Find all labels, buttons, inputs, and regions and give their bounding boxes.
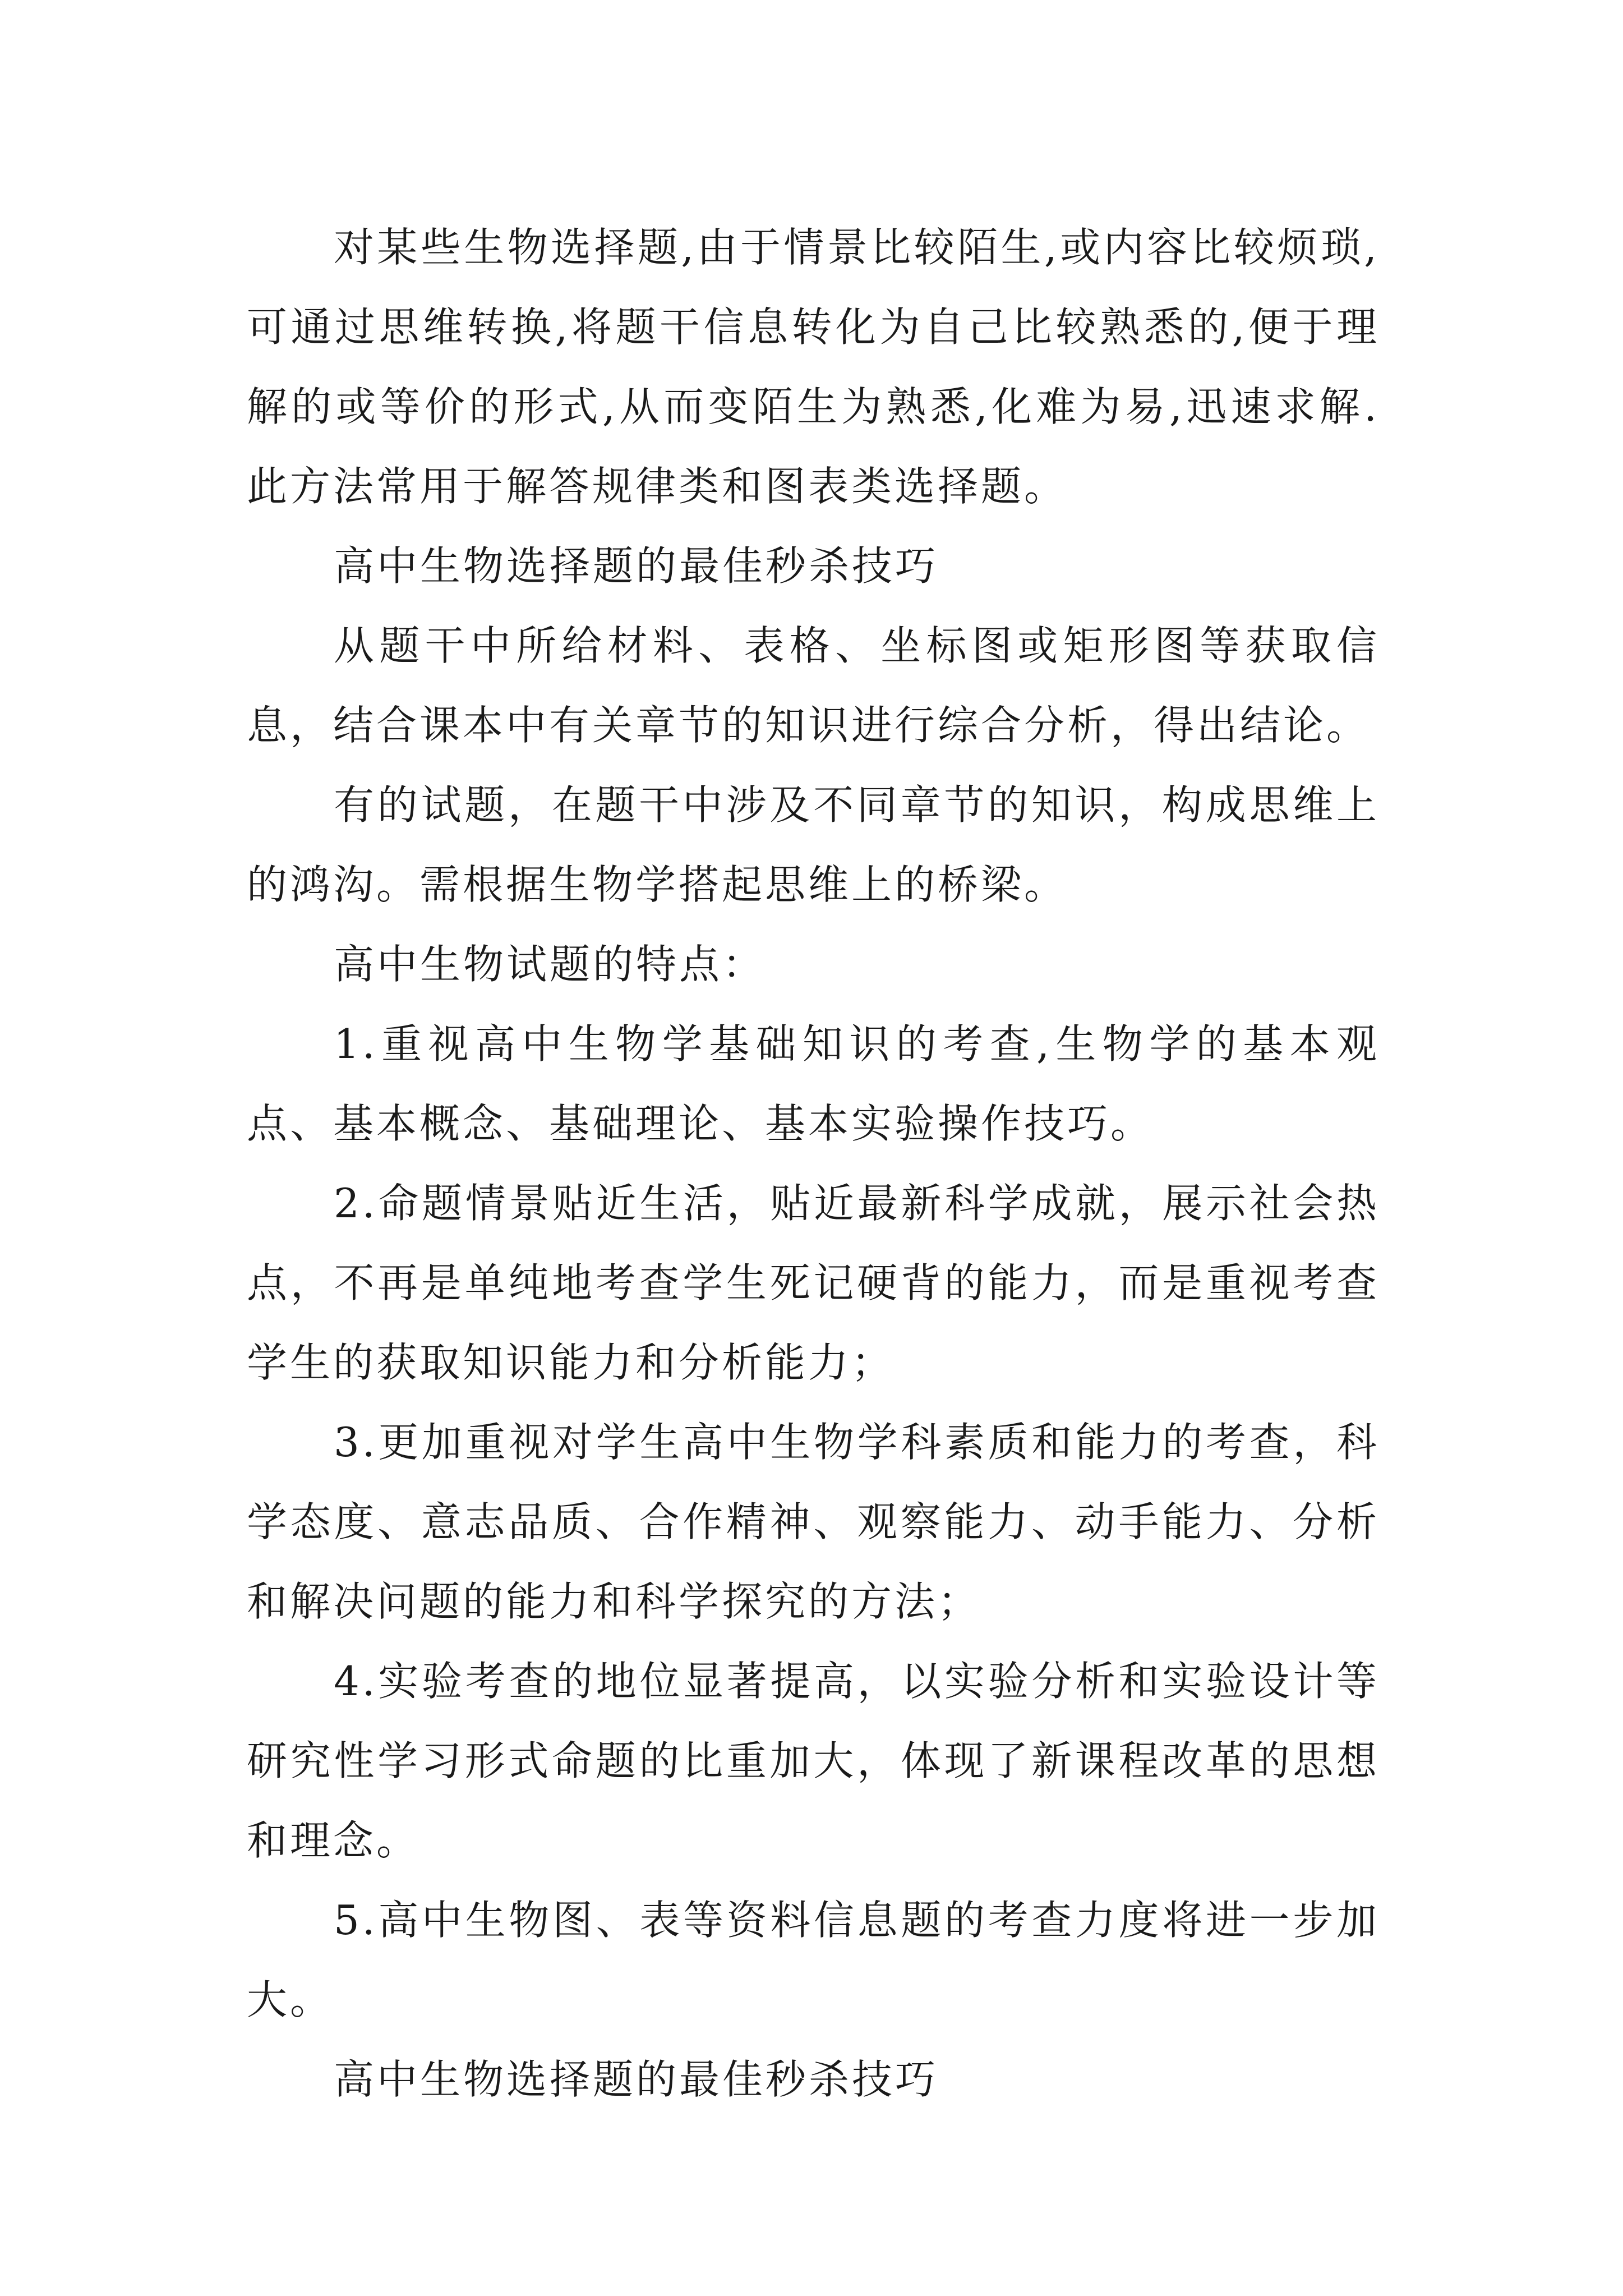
section-heading: 高中生物试题的特点：	[334, 941, 766, 988]
list-item: 1.重视高中生物学基础知识的考查,生物学的基本观点、基本概念、基础理论、基本实验操作技巧。	[247, 1020, 1380, 1147]
list-item: 2.命题情景贴近生活，贴近最新科学成就，展示社会热点，不再是单纯地考查学生死记硬背的能力，而是重视考查学生的获取知识能力和分析能力；	[247, 1180, 1380, 1386]
paragraph: 有的试题，在题干中涉及不同章节的知识，构成思维上的鸿沟。需根据生物学搭起思维上的桥梁。	[247, 781, 1380, 908]
list-item: 3.更加重视对学生高中生物学科素质和能力的考查，科学态度、意志品质、合作精神、观察能力、动手能力、分析和解决问题的能力和科学探究的方法；	[247, 1419, 1380, 1625]
paragraph: 从题干中所给材料、表格、坐标图或矩形图等获取信息，结合课本中有关章节的知识进行综合分析，得出结论。	[247, 622, 1380, 749]
document-body	[247, 208, 1380, 2119]
paragraph-intro: 对某些生物选择题,由于情景比较陌生,或内容比较烦琐,可通过思维转换,将题干信息转化为自己比较熟悉的,便于理解的或等价的形式,从而变陌生为熟悉,化难为易,迅速求解.此方法常用于解答规律类和图表类选择题。	[247, 224, 1380, 510]
section-heading: 高中生物选择题的最佳秒杀技巧	[334, 542, 939, 590]
section-heading: 高中生物选择题的最佳秒杀技巧	[334, 2056, 939, 2103]
list-item: 4.实验考查的地位显著提高，以实验分析和实验设计等研究性学习形式命题的比重加大，体现了新课程改革的思想和理念。	[247, 1658, 1380, 1864]
list-item: 5.高中生物图、表等资料信息题的考查力度将进一步加大。	[247, 1897, 1380, 2023]
